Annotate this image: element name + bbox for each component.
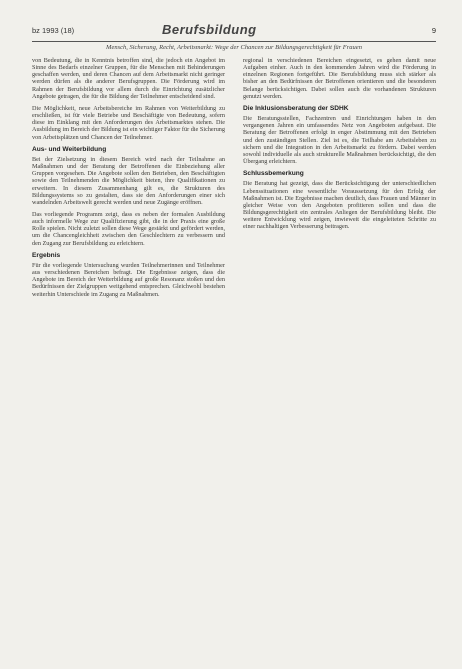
- paragraph: von Bedeutung, die in Kenntnis betroffen sind, die jedoch ein Angebot im Sinne des Bedarfs einzelner Gruppen, für die Menschen mit Behinderungen geschaffen werden, und deren Chancen auf dem Arbeitsmarkt nicht geringer werden dürfen als die anderer Berufsgruppen. Die Förderung wird im Rahmen der Berufsbildung vor allem durch die Einrichtung zusätzlicher Angebote getragen, die für die Bildung der Teilnehmer entscheidend sind.: [32, 57, 225, 100]
- header-rule: [32, 41, 436, 42]
- left-column: [32, 57, 225, 303]
- paragraph: Das vorliegende Programm zeigt, dass es neben der formalen Ausbildung auch informelle Wege zur Qualifizierung gibt, die in der Praxis eine große Rolle spielen. Nicht zuletzt sollen diese Wege gestärkt und gefördert werden, um die Chancengleichheit zwischen den Geschlechtern zu verbessern und den Zugang zur Berufsbildung zu erleichtern.: [32, 210, 225, 247]
- paragraph: Die Möglichkeit, neue Arbeitsbereiche im Rahmen von Weiterbildung zu erschließen, ist für viele Betriebe und Beschäftigte von Bedeutung, sofern diese im Einklang mit den Anforderungen des Arbeitsmarktes stehen. Die Ausbildung im Bereich der Bildung ist ein wichtiger Faktor für die Sicherung von Arbeitsplätzen und Chancen der Teilnehmer.: [32, 104, 225, 141]
- section-title: Berufsbildung: [162, 22, 257, 37]
- section-heading: Ergebnis: [32, 251, 61, 259]
- paragraph: Die Beratung hat gezeigt, dass die Berücksichtigung der unterschiedlichen Lebenssituationen eine wesentliche Voraussetzung für den Erfolg der Maßnahmen ist. Die Ergebnisse machen deutlich, dass Frauen und Männer in gleicher Weise von den Angeboten profitieren sollen und dass die Bildungsgerechtigkeit ein zentrales Anliegen der Berufsbildung bleibt. Die weitere Entwicklung wird zeigen, inwieweit die eingeleiteten Schritte zu einer nachhaltigen Verbesserung beitragen.: [243, 180, 436, 231]
- article-subtitle: Mensch, Sicherung, Recht, Arbeitsmarkt: Wege der Chancen zur Bildungsgerechtigkeit für Frauen: [106, 44, 362, 51]
- section-heading: Schlussbemerkung: [243, 170, 304, 178]
- section-heading: Die Inklusionsberatung der SDHK: [243, 104, 349, 112]
- paragraph: regional in verschiedenen Bereichen eingesetzt, es gehen damit neue Aufgaben einher. Auch in den kommenden Jahren wird die Förderung in einzelnen Regionen fortgeführt. Die Berufsbildung muss sich stärker als bisher an den Bedürfnissen der Betroffenen orientieren und die besonderen Belange berücksichtigen. Dabei sollen auch die vorhandenen Strukturen genutzt werden.: [243, 57, 436, 100]
- page-number: 9: [431, 26, 436, 35]
- section-heading: Aus- und Weiterbildung: [32, 145, 107, 153]
- page-header: [32, 22, 436, 42]
- paragraph: Für die vorliegende Untersuchung wurden Teilnehmerinnen und Teilnehmer aus verschiedenen Bereichen befragt. Die Ergebnisse zeigen, dass die Angebote im Bereich der Weiterbildung auf große Resonanz stoßen und den Bedürfnissen der Zielgruppen weitgehend entsprechen. Gleichwohl bestehen weiterhin Unterschiede im Zugang zu Maßnahmen.: [32, 261, 225, 298]
- paragraph: Bei der Zielsetzung in diesem Bereich wird nach der Teilnahme an Maßnahmen und der Beratung der Betroffenen die Einbeziehung aller Gruppen vorgesehen. Die Angebote sollen den Betrieben, den Beschäftigten sowie den Teilnehmenden die Möglichkeit bieten, ihre Qualifikationen zu erweitern. In diesem Zusammenhang gilt es, die Strukturen des Bildungssystems so zu gestalten, dass sie den Anforderungen einer sich wandelnden Arbeitswelt gerecht werden und neue Zugänge eröffnen.: [32, 155, 225, 206]
- right-column: [243, 57, 436, 235]
- paragraph: Die Beratungsstellen, Fachzentren und Einrichtungen haben in den vergangenen Jahren ein umfassendes Netz von Angeboten aufgebaut. Die Beratung der Betroffenen erfolgt in enger Abstimmung mit den Betrieben und den zuständigen Stellen. Ziel ist es, die Teilhabe am Arbeitsleben zu sichern und die Integration in den Arbeitsmarkt zu fördern. Dabei werden sowohl individuelle als auch strukturelle Maßnahmen berücksichtigt, die den Übergang erleichtern.: [243, 115, 436, 166]
- journal-issue: bz 1993 (18): [32, 26, 75, 35]
